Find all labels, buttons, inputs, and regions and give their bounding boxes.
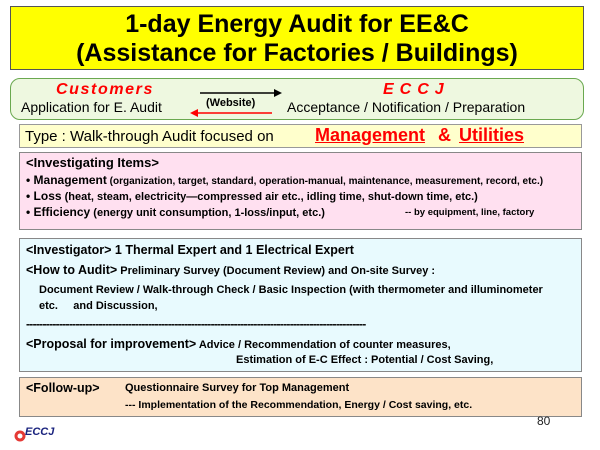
follow-up-panel (19, 377, 582, 417)
website-label: (Website) (206, 97, 256, 109)
customers-heading: Customers (56, 81, 154, 98)
proposal-value-2: Estimation of E-C Effect : Potential / Cost Saving, (236, 354, 494, 366)
proposal-value-1: Advice / Recommendation of counter measures, (196, 339, 451, 351)
logo-text: ECCJ (25, 426, 55, 438)
ampersand: & (438, 125, 451, 145)
investigator-label: <Investigator> (26, 243, 112, 257)
investigator-panel (19, 238, 582, 372)
investigator-value: 1 Thermal Expert and 1 Electrical Expert (111, 243, 354, 257)
management-highlight: Management (315, 125, 426, 145)
follow-up-label: <Follow-up> (26, 381, 100, 395)
investigator-line (26, 243, 354, 257)
list-item: • Loss (heat, steam, electricity—compressed air etc., idling time, shut-down time, etc.) (26, 189, 478, 203)
how-to-audit-line (26, 263, 435, 277)
scope-note: -- by equipment, line, factory (405, 207, 535, 218)
audit-type-line (19, 124, 582, 148)
title-line-1: 1-day Energy Audit for EE&C (125, 10, 469, 38)
how-to-audit-value: Preliminary Survey (Document Review) and On-site Survey : (117, 265, 436, 277)
how-to-audit-label: <How to Audit> (26, 263, 118, 277)
divider: ------------------------------------------------------------------------------------------------------- (26, 317, 366, 331)
proposal-label: <Proposal for improvement> (26, 337, 197, 351)
flow-panel (10, 78, 584, 120)
customers-subtext: Application for E. Audit (21, 99, 162, 115)
title-line-2: (Assistance for Factories / Buildings) (76, 39, 518, 67)
eccj-heading: ECCJ (383, 81, 450, 98)
how-to-audit-detail-2: etc. and Discussion, (39, 300, 158, 312)
page-number: 80 (537, 414, 551, 428)
investigating-heading: <Investigating Items> (26, 155, 159, 170)
utilities-highlight: Utilities (459, 125, 525, 145)
follow-up-value-2: --- Implementation of the Recommendation, Energy / Cost saving, etc. (125, 399, 473, 411)
list-item: • Management (organization, target, standard, operation-manual, maintenance, measurement, record, etc.) (26, 173, 544, 187)
proposal-line (26, 337, 451, 351)
investigating-items-panel (19, 152, 582, 230)
eccj-subtext: Acceptance / Notification / Preparation (287, 99, 526, 115)
follow-up-line (26, 381, 100, 395)
follow-up-value-1: Questionnaire Survey for Top Management (125, 382, 350, 394)
how-to-audit-detail-1: Document Review / Walk-through Check / Basic Inspection (with thermometer and illuminometer (39, 284, 543, 296)
title-banner (10, 6, 584, 70)
audit-type-label: Type : Walk-through Audit focused on (25, 128, 274, 145)
list-item: • Efficiency (energy unit consumption, 1-loss/input, etc.) (26, 205, 325, 219)
